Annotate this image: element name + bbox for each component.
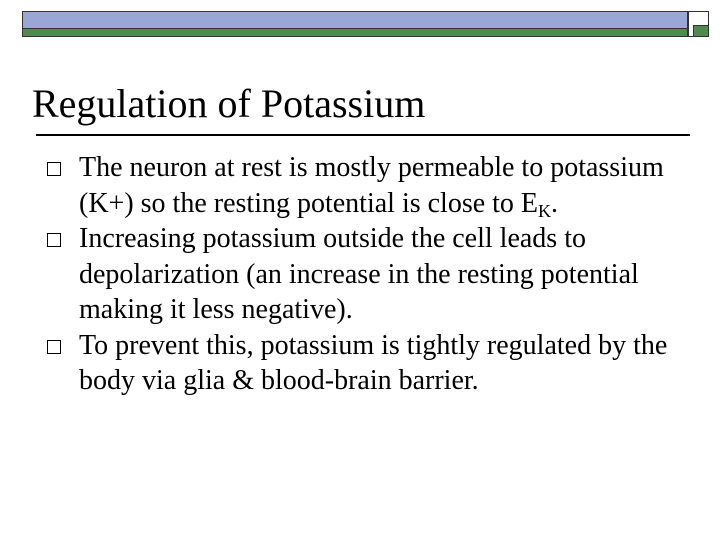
bullet-item — [44, 221, 684, 328]
top-corner-accent — [693, 25, 708, 36]
bullet-text: Increasing potassium outside the cell leads to depolarization (an increase in the resting potential making it less negative). — [79, 223, 639, 325]
top-decorative-stripe — [22, 29, 688, 37]
top-decorative-bar — [22, 11, 688, 29]
bullet-text-main: The neuron at rest is mostly permeable to potassium (K+) so the resting potential is close to E — [79, 152, 664, 219]
bullet-list — [44, 150, 684, 399]
slide-title: Regulation of Potassium — [32, 81, 426, 126]
bullet-text-end: . — [551, 187, 559, 219]
hollow-square-bullet-icon — [47, 233, 61, 247]
title-underline-rule — [36, 134, 690, 136]
top-corner-box — [688, 11, 709, 37]
hollow-square-bullet-icon — [47, 340, 61, 354]
bullet-item — [44, 328, 684, 399]
bullet-text-subscript: K — [538, 200, 552, 221]
bullet-text: To prevent this, potassium is tightly regulated by the body via glia & blood-brain barrier. — [79, 329, 668, 396]
hollow-square-bullet-icon — [47, 162, 61, 176]
bullet-item — [44, 150, 684, 221]
